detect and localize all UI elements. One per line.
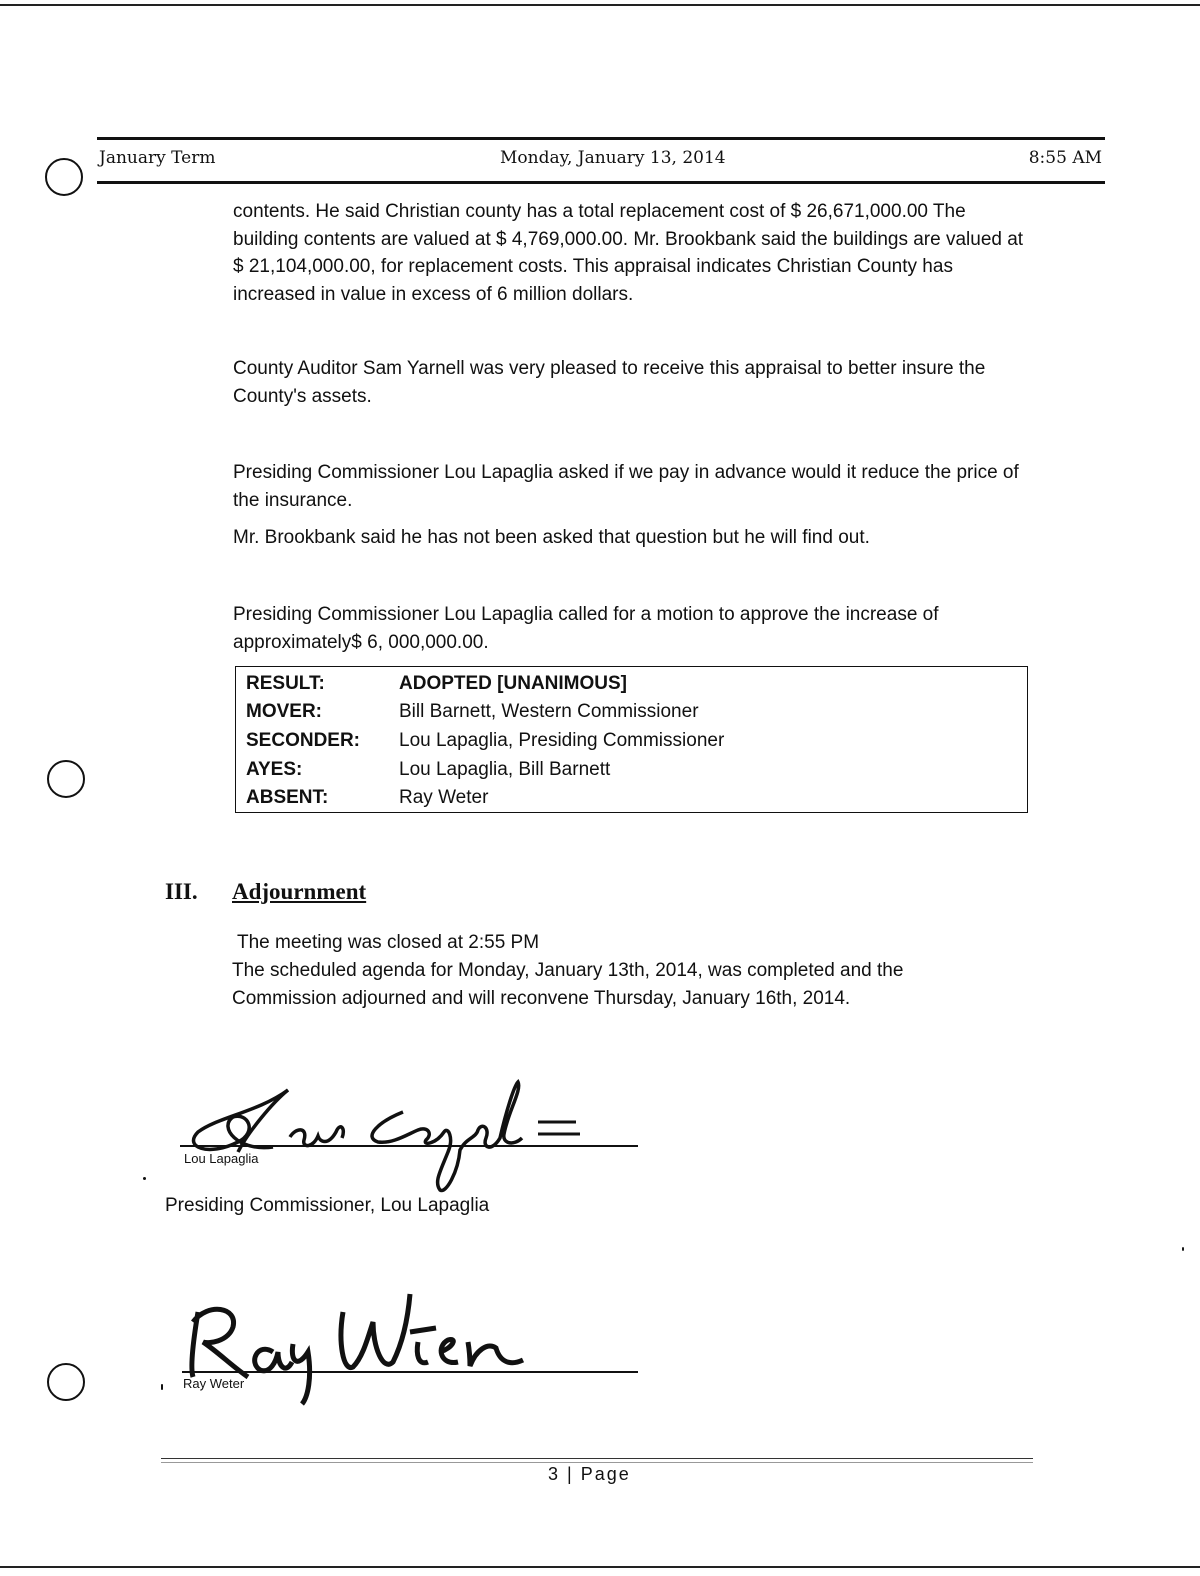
vote-value: Bill Barnett, Western Commissioner: [399, 701, 699, 722]
signature-title-1: Presiding Commissioner, Lou Lapaglia: [165, 1195, 490, 1216]
header-rule-top: [97, 137, 1105, 140]
vote-result-table: [235, 666, 1028, 813]
page-number: 3 | Page: [548, 1464, 631, 1484]
vote-value: Ray Weter: [399, 787, 489, 808]
paragraph-question: Presiding Commissioner Lou Lapaglia asked if we pay in advance would it reduce the price of the insurance.: [233, 462, 1019, 511]
adjournment-time: The meeting was closed at 2:55 PM: [237, 932, 540, 953]
header-time: 8:55 AM: [1028, 148, 1102, 168]
punch-hole-bottom: [47, 1363, 85, 1401]
adjournment-statement: The scheduled agenda for Monday, January 13th, 2014, was completed and the Commission adjourned and will reconvene Thursday, January 16th, 2014.: [232, 960, 904, 1009]
signature-line-1: [180, 1145, 638, 1147]
signature-lou-lapaglia: [178, 1072, 598, 1202]
signature-line-2: [182, 1371, 638, 1373]
vote-label: ABSENT:: [246, 787, 329, 808]
paragraph-appraisal: contents. He said Christian county has a total replacement cost of $ 26,671,000.00 The building contents are valued at $ 4,769,000.00. Mr. Brookbank said the buildings are valued at $ 21,104,000.00, for replacement costs. This appraisal indicates Christian County has increased in value in excess of 6 million dollars.: [233, 201, 1024, 305]
signature-caption-2: Ray Weter: [183, 1376, 245, 1391]
paragraph-answer: Mr. Brookbank said he has not been asked that question but he will find out.: [233, 527, 870, 548]
scan-speck: [143, 1177, 146, 1180]
section-title: Adjournment: [232, 879, 367, 904]
vote-label: RESULT:: [246, 673, 325, 694]
scan-speck: [161, 1384, 163, 1390]
signature-caption-1: Lou Lapaglia: [184, 1151, 259, 1166]
vote-value: ADOPTED [UNANIMOUS]: [399, 673, 627, 694]
vote-value: Lou Lapaglia, Presiding Commissioner: [399, 730, 725, 751]
vote-label: AYES:: [246, 759, 303, 780]
header-term: January Term: [99, 148, 216, 168]
punch-hole-middle: [47, 760, 85, 798]
paragraph-auditor: County Auditor Sam Yarnell was very pleased to receive this appraisal to better insure the County's assets.: [233, 358, 986, 407]
footer-rule: [161, 1458, 1033, 1459]
paragraph-motion: Presiding Commissioner Lou Lapaglia called for a motion to approve the increase of approximately$ 6, 000,000.00.: [233, 604, 939, 653]
vote-label: SECONDER:: [246, 730, 361, 751]
punch-hole-top: [45, 158, 83, 196]
header-rule-bottom: [97, 181, 1105, 184]
scan-speck: [1182, 1247, 1184, 1251]
vote-value: Lou Lapaglia, Bill Barnett: [399, 759, 611, 780]
signature-ray-weter: [178, 1282, 558, 1412]
header-date: Monday, January 13, 2014: [500, 148, 726, 168]
scan-top-edge: [0, 4, 1200, 6]
section-number: III.: [165, 879, 198, 904]
vote-label: MOVER:: [246, 701, 322, 722]
footer-rule-secondary: [161, 1462, 1033, 1463]
scan-bottom-edge: [0, 1566, 1200, 1568]
